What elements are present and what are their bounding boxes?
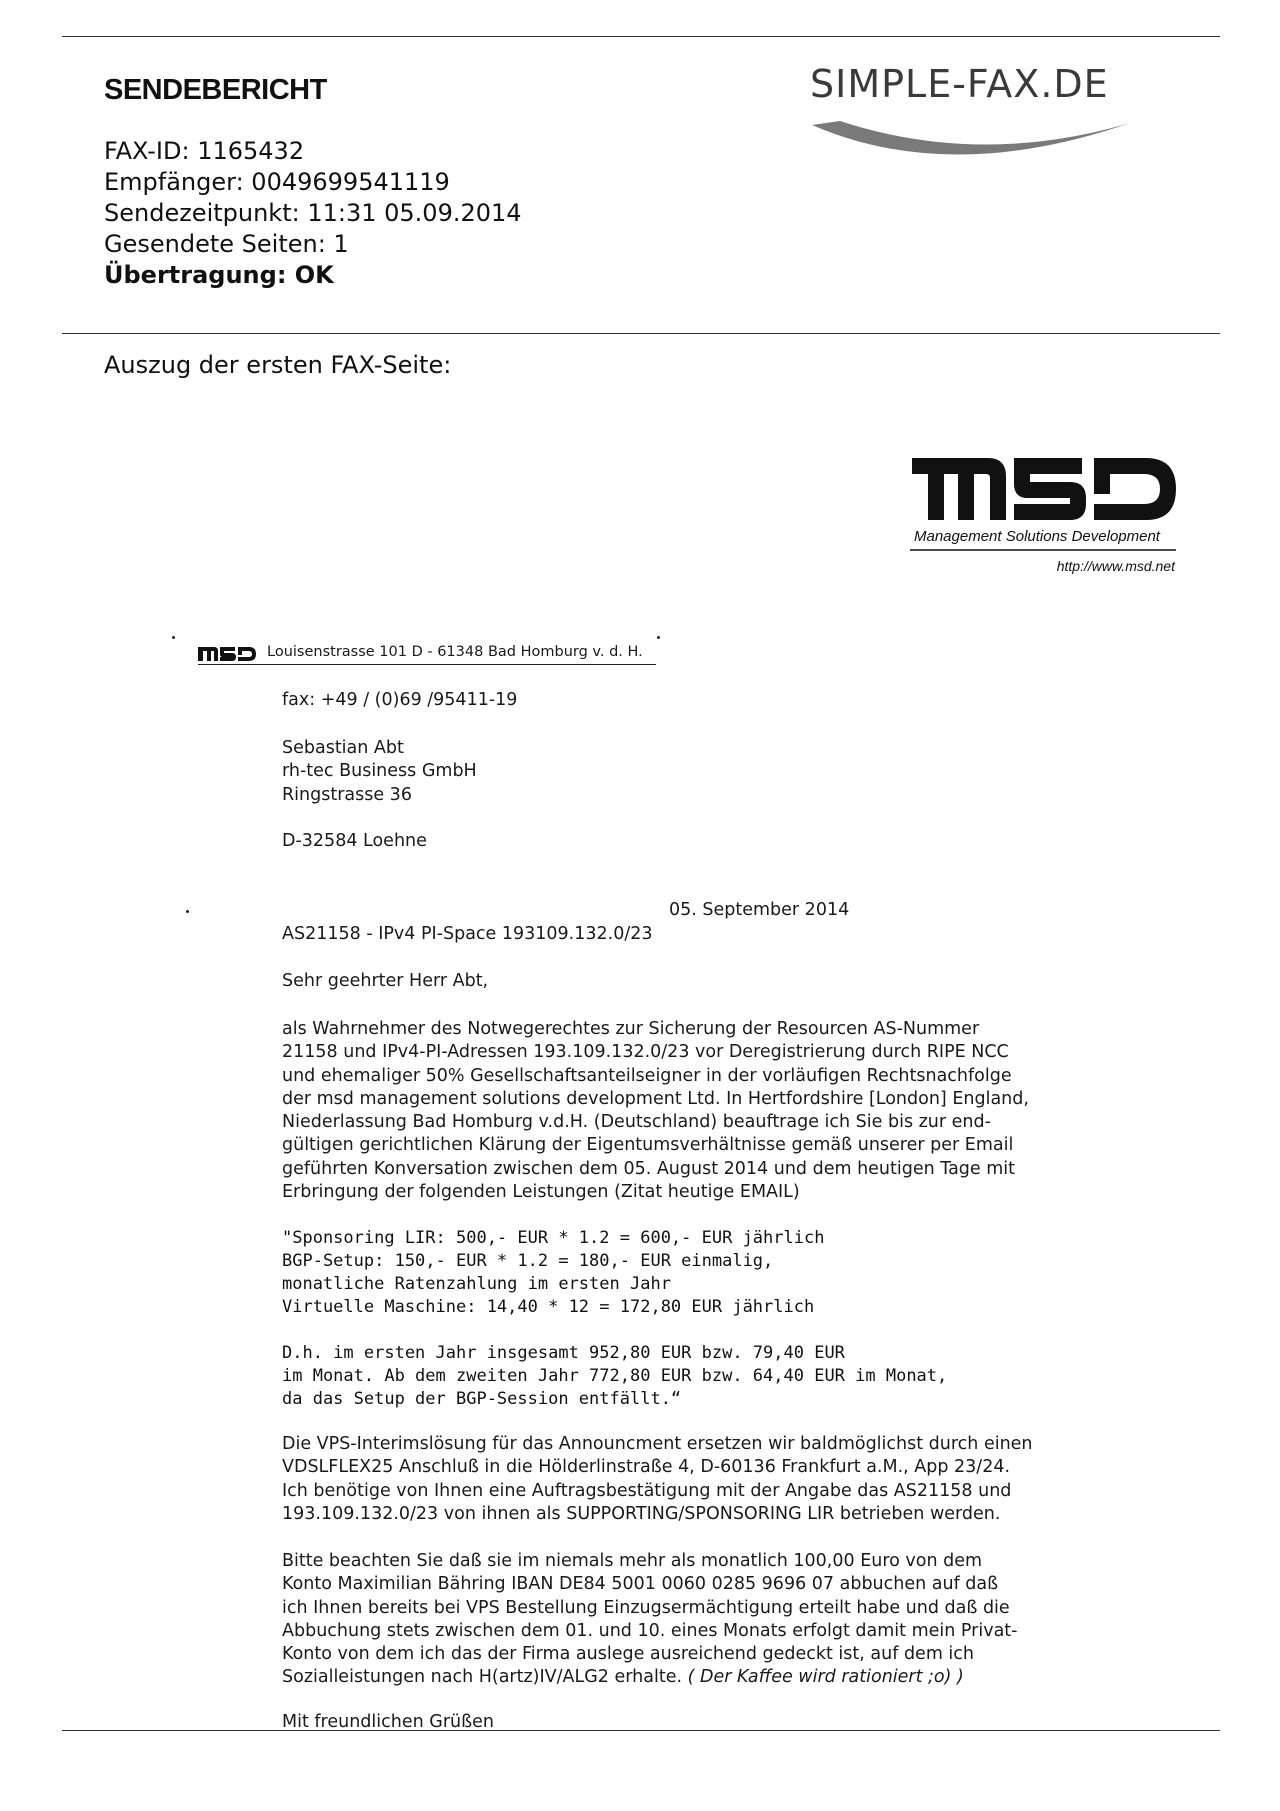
msd-logo [910, 450, 1180, 580]
msd-tagline: Management Solutions Development [914, 528, 1160, 545]
text-fragment: Sozialleistungen nach H(artz)IV/ALG2 erhalte. [282, 1667, 683, 1688]
msd-small-logo [198, 646, 258, 662]
text-line: Konto von dem ich das der Firma auslege ausreichend gedeckt ist, auf dem ich [282, 1644, 975, 1665]
text-line: monatliche Ratenzahlung im ersten Jahr [282, 1274, 671, 1294]
text-line: gültigen gerichtlichen Klärung der Eigentumsverhältnisse gemäß unserer per Email [282, 1135, 1014, 1156]
address-line: rh-tec Business GmbH [282, 761, 477, 782]
letter-subject: AS21158 - IPv4 PI-Space 193109.132.0/23 [282, 924, 653, 944]
recipient: Empfänger: 0049699541119 [104, 168, 450, 196]
text-line: Virtuelle Maschine: 14,40 * 12 = 172,80 EUR jährlich [282, 1297, 815, 1317]
recipient-address [282, 737, 477, 853]
text-line: als Wahrnehmer des Notwegerechtes zur Sicherung der Resourcen AS-Nummer [282, 1019, 980, 1039]
text-line: Bitte beachten Sie daß sie im niemals mehr als monatlich 100,00 Euro von dem [282, 1551, 983, 1571]
text-line: VDSLFLEX25 Anschluß in die Hölderlinstraße 4, D-60136 Frankfurt a.M., App 23/24. [282, 1457, 1011, 1478]
fax-artifact-dot [172, 636, 175, 639]
report-title: SENDEBERICHT [104, 74, 327, 106]
text-line: geführten Konversation zwischen dem 05. August 2014 und dem heutigen Tage mit [282, 1158, 1016, 1179]
text-line: der msd management solutions development Ltd. In Hertfordshire [London] England, [282, 1088, 1029, 1109]
text-line: da das Setup der BGP-Session entfällt.“ [282, 1389, 682, 1409]
text-line: Konto Maximilian Bähring IBAN DE84 5001 0060 0285 9696 07 abbuchen auf daß [282, 1574, 999, 1595]
msd-url: http://www.msd.net [1056, 558, 1175, 574]
paragraph-2 [282, 1433, 1033, 1526]
paragraph-1 [282, 1018, 1029, 1204]
address-line [282, 807, 477, 830]
text-line [282, 1666, 1017, 1689]
salutation: Sehr geehrter Herr Abt, [282, 971, 489, 991]
text-line: Ich benötige von Ihnen eine Auftragsbestätigung mit der Angabe das AS21158 und [282, 1480, 1012, 1501]
text-line: 21158 und IPv4-PI-Adressen 193.109.132.0/23 vor Deregistrierung durch RIPE NCC [282, 1042, 1009, 1063]
text-line: BGP-Setup: 150,- EUR * 1.2 = 180,- EUR einmalig, [282, 1251, 774, 1271]
top-divider [62, 36, 1220, 37]
letter-date: 05. September 2014 [669, 900, 850, 920]
paragraph-3 [282, 1550, 1017, 1690]
text-line: D.h. im ersten Jahr insgesamt 952,80 EUR bzw. 79,40 EUR [282, 1343, 845, 1363]
quote-block-2 [282, 1342, 947, 1411]
sender-underline [198, 664, 656, 665]
fax-artifact-dot [186, 910, 189, 913]
send-time: Sendezeitpunkt: 11:31 05.09.2014 [104, 199, 522, 227]
excerpt-label: Auszug der ersten FAX-Seite: [104, 351, 452, 379]
fax-number: fax: +49 / (0)69 /95411-19 [282, 690, 518, 710]
text-line: 193.109.132.0/23 von ihnen als SUPPORTING/SPONSORING LIR betrieben werden. [282, 1503, 1001, 1524]
text-line: Abbuchung stets zwischen dem 01. und 10. eines Monats erfolgt damit mein Privat- [282, 1620, 1018, 1641]
transmission-status: Übertragung: OK [104, 261, 334, 289]
bottom-divider [62, 1730, 1220, 1731]
address-line: D-32584 Loehne [282, 831, 427, 852]
simple-fax-logo [800, 55, 1220, 165]
text-line: Erbringung der folgenden Leistungen (Zitat heutige EMAIL) [282, 1182, 800, 1203]
simple-fax-logo-text: SIMPLE-FAX.DE [810, 62, 1109, 106]
text-line: Die VPS-Interimslösung für das Announcment ersetzen wir baldmöglichst durch einen [282, 1434, 1033, 1454]
fax-artifact-dot [657, 636, 660, 639]
address-line: Ringstrasse 36 [282, 784, 412, 805]
address-line: Sebastian Abt [282, 738, 404, 758]
sender-address: Louisenstrasse 101 D - 61348 Bad Homburg v. d. H. [267, 644, 643, 660]
italic-remark: ( Der Kaffee wird rationiert ;o) ) [687, 1667, 964, 1688]
text-line: "Sponsoring LIR: 500,- EUR * 1.2 = 600,- EUR jährlich [282, 1228, 825, 1248]
header-divider [62, 333, 1220, 334]
closing: Mit freundlichen Grüßen [282, 1712, 494, 1730]
closing-clip [282, 1712, 494, 1730]
text-line: und ehemaliger 50% Gesellschaftsanteilseigner in der vorläufigen Rechtsnachfolge [282, 1065, 1012, 1086]
text-line: Niederlassung Bad Homburg v.d.H. (Deutschland) beauftrage ich Sie bis zur end- [282, 1112, 991, 1133]
text-line: ich Ihnen bereits bei VPS Bestellung Einzugsermächtigung erteilt habe und daß die [282, 1597, 1010, 1618]
text-line: im Monat. Ab dem zweiten Jahr 772,80 EUR bzw. 64,40 EUR im Monat, [282, 1366, 948, 1386]
quote-block-1 [282, 1227, 824, 1319]
fax-id: FAX-ID: 1165432 [104, 137, 305, 165]
fax-metadata [104, 136, 522, 291]
pages-sent: Gesendete Seiten: 1 [104, 230, 349, 258]
